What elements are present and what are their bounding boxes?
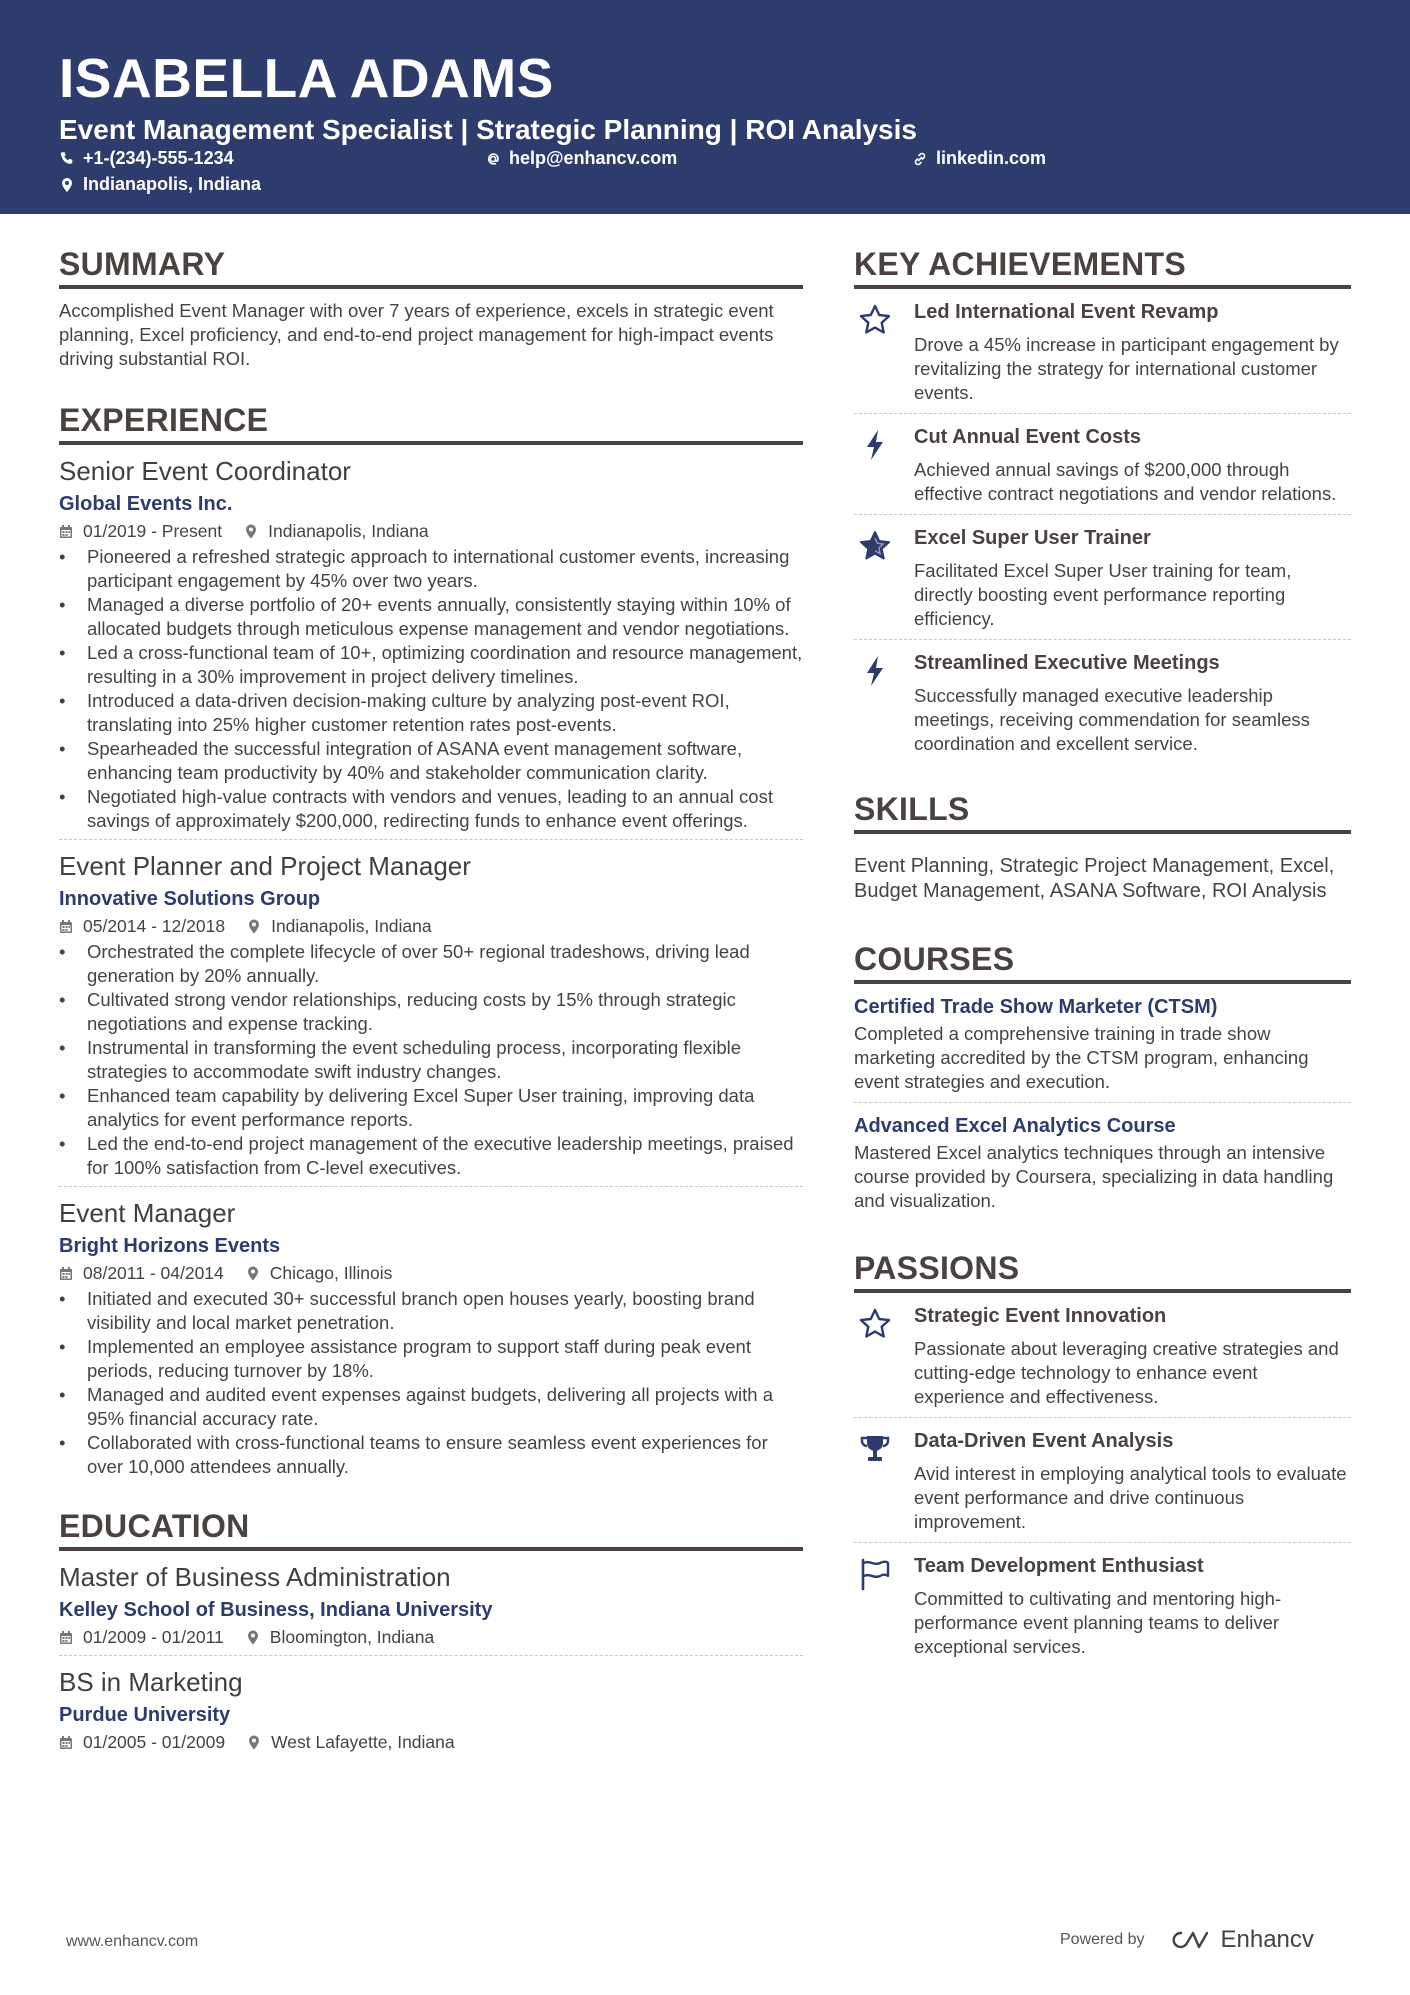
education-title: EDUCATION: [59, 1507, 803, 1551]
job-company: Innovative Solutions Group: [59, 888, 321, 910]
skills-title: SKILLS: [854, 790, 1351, 834]
job-bullets: [59, 1287, 803, 1479]
job-role: Event Planner and Project Manager: [59, 851, 471, 881]
achievement-title: Excel Super User Trainer: [914, 527, 1151, 549]
education-meta: [59, 1730, 803, 1754]
location-contact: [59, 174, 261, 195]
job-bullet: • Instrumental in transforming the event scheduling process, incorporating flexible strategies to accommodate swift industry changes.: [59, 1036, 803, 1084]
passion-item: [854, 1543, 1351, 1667]
footer-website[interactable]: www.enhancv.com: [66, 1933, 199, 1950]
job-company: Global Events Inc.: [59, 493, 233, 515]
passion-desc: Avid interest in employing analytical tools to evaluate event performance and drive continuous improvement.: [914, 1463, 1347, 1532]
achievement-desc: Achieved annual savings of $200,000 through effective contract negotiations and vendor relations.: [914, 459, 1337, 504]
job-bullet: • Negotiated high-value contracts with vendors and venues, leading to an annual cost savings of approximately $200,000, redirecting funds to enhance event offerings.: [59, 785, 803, 833]
education-degree: Master of Business Administration: [59, 1562, 451, 1592]
calendar-icon: [59, 1735, 73, 1750]
passion-item: [854, 1418, 1351, 1543]
job-bullet: • Introduced a data-driven decision-making culture by analyzing post-event ROI, translating into 25% higher customer retention rates post-events.: [59, 689, 803, 737]
candidate-tagline: Event Management Specialist | Strategic Planning | ROI Analysis: [59, 114, 917, 145]
location-pin-icon: [247, 919, 261, 934]
job-bullet: • Spearheaded the successful integration of ASANA event management software, enhancing team productivity by 40% and stakeholder communication clarity.: [59, 737, 803, 785]
achievement-item: [854, 640, 1351, 764]
divider: [59, 1186, 803, 1187]
job-dates: 08/2011 - 04/2014: [83, 1263, 224, 1283]
candidate-name: ISABELLA ADAMS: [59, 47, 554, 109]
job-bullet: • Initiated and executed 30+ successful branch open houses yearly, boosting brand visibility and local market penetration.: [59, 1287, 803, 1335]
phone-icon: [59, 151, 75, 167]
job-bullet: • Implemented an employee assistance program to support staff during peak event periods, reducing turnover by 18%.: [59, 1335, 803, 1383]
enhancv-logo-icon: [1167, 1928, 1213, 1952]
achievement-item: [854, 414, 1351, 515]
job-role: Event Manager: [59, 1198, 236, 1228]
education-dates: 01/2005 - 01/2009: [83, 1732, 226, 1752]
job-dates: 01/2019 - Present: [83, 521, 223, 541]
achievements-title: KEY ACHIEVEMENTS: [854, 245, 1351, 289]
education-location: West Lafayette, Indiana: [271, 1732, 455, 1752]
achievement-title: Streamlined Executive Meetings: [914, 652, 1220, 674]
calendar-icon: [59, 1630, 73, 1645]
job-bullet: • Managed a diverse portfolio of 20+ events annually, consistently staying within 10% of allocated budgets through meticulous expense management and vendor negotiations.: [59, 593, 803, 641]
contact-row-2: [59, 174, 1410, 200]
trophy-icon: [858, 1432, 892, 1466]
location-pin-icon: [247, 1735, 261, 1750]
job-bullet: • Managed and audited event expenses against budgets, delivering all projects with a 95% financial accuracy rate.: [59, 1383, 803, 1431]
email-contact[interactable]: [485, 148, 677, 169]
job-meta: [59, 519, 803, 543]
passion-title: Data-Driven Event Analysis: [914, 1430, 1174, 1452]
email-address: help@enhancv.com: [509, 148, 678, 168]
summary-title: SUMMARY: [59, 245, 803, 289]
job-company: Bright Horizons Events: [59, 1235, 281, 1257]
job-bullet: • Cultivated strong vendor relationships, reducing costs by 15% through strategic negotiations and expense tracking.: [59, 988, 803, 1036]
education-entry: [59, 1666, 803, 1754]
achievement-item: [854, 289, 1351, 414]
achievement-item: [854, 515, 1351, 640]
education-school: Purdue University: [59, 1704, 231, 1726]
course-item: [854, 1103, 1351, 1221]
calendar-icon: [59, 1266, 73, 1281]
calendar-icon: [59, 524, 73, 539]
job-bullet: • Pioneered a refreshed strategic approach to international customer events, increasing participant engagement by 45% over two years.: [59, 545, 803, 593]
job-location: Indianapolis, Indiana: [271, 916, 432, 936]
job-bullet: • Led the end-to-end project management of the executive leadership meetings, praised for 100% satisfaction from C-level executives.: [59, 1132, 803, 1180]
course-desc: Mastered Excel analytics techniques through an intensive course provided by Coursera, specializing in data handling and visualization.: [854, 1142, 1334, 1211]
passion-item: [854, 1293, 1351, 1418]
achievement-title: Led International Event Revamp: [914, 301, 1219, 323]
education-entry: [59, 1561, 803, 1656]
job-role: Senior Event Coordinator: [59, 456, 351, 486]
achievement-title: Cut Annual Event Costs: [914, 426, 1142, 448]
star-outline-icon: [858, 303, 892, 337]
course-title: Certified Trade Show Marketer (CTSM): [854, 996, 1218, 1018]
job-dates: 05/2014 - 12/2018: [83, 916, 226, 936]
job-bullets: [59, 940, 803, 1180]
skills-text: Event Planning, Strategic Project Management, Excel, Budget Management, ASANA Software, ROI Analysis: [854, 855, 1335, 902]
achievements-list: [854, 289, 1351, 764]
phone-number: +1-(234)-555-1234: [83, 148, 234, 168]
linkedin-contact[interactable]: [912, 148, 1046, 169]
link-icon: [912, 151, 928, 167]
phone-contact[interactable]: [59, 148, 234, 169]
achievement-desc: Drove a 45% increase in participant engagement by revitalizing the strategy for international customer events.: [914, 334, 1339, 403]
enhancv-logo[interactable]: [1167, 1926, 1314, 1954]
footer-branding: [1060, 1926, 1314, 1954]
achievement-desc: Facilitated Excel Super User training for team, directly boosting event performance reporting efficiency.: [914, 560, 1292, 629]
course-item: [854, 984, 1351, 1103]
location-pin-icon: [244, 524, 258, 539]
job-location: Indianapolis, Indiana: [268, 521, 429, 541]
location-pin-icon: [246, 1630, 260, 1645]
powered-by-label: Powered by: [1060, 1931, 1145, 1948]
achievement-desc: Successfully managed executive leadership meetings, receiving commendation for seamless coordination and excellent service.: [914, 685, 1310, 754]
job-bullet: • Led a cross-functional team of 10+, optimizing coordination and resource management, resulting in a 30% improvement in project delivery timelines.: [59, 641, 803, 689]
divider: [59, 1655, 803, 1656]
job-meta: [59, 1261, 803, 1285]
star-outline-icon: [858, 1307, 892, 1341]
passion-title: Strategic Event Innovation: [914, 1305, 1167, 1327]
education-meta: [59, 1625, 803, 1649]
job-bullet: • Orchestrated the complete lifecycle of over 50+ regional tradeshows, driving lead generation by 20% annually.: [59, 940, 803, 988]
brand-name: Enhancv: [1220, 1926, 1314, 1953]
summary-text: Accomplished Event Manager with over 7 years of experience, excels in strategic event planning, Excel proficiency, and end-to-end project management for high-impact events driving substantial ROI.: [59, 300, 774, 369]
passion-desc: Passionate about leveraging creative strategies and cutting-edge technology to enhance event experience and effectiveness.: [914, 1338, 1339, 1407]
at-sign-icon: [485, 151, 501, 167]
job-bullets: [59, 545, 803, 833]
lightning-icon: [858, 428, 892, 462]
calendar-icon: [59, 919, 73, 934]
passion-title: Team Development Enthusiast: [914, 1555, 1204, 1577]
education-degree: BS in Marketing: [59, 1667, 243, 1697]
education-school: Kelley School of Business, Indiana University: [59, 1599, 493, 1621]
lightning-icon: [858, 654, 892, 688]
job-bullet: • Enhanced team capability by delivering Excel Super User training, improving data analytics for event performance reports.: [59, 1084, 803, 1132]
divider: [59, 839, 803, 840]
flag-icon: [858, 1557, 892, 1591]
education-dates: 01/2009 - 01/2011: [83, 1627, 224, 1647]
course-title: Advanced Excel Analytics Course: [854, 1115, 1176, 1137]
job-location: Chicago, Illinois: [269, 1263, 393, 1283]
job-meta: [59, 914, 803, 938]
courses-title: COURSES: [854, 940, 1351, 984]
location-pin-icon: [246, 1266, 260, 1281]
passion-desc: Committed to cultivating and mentoring high-performance event planning teams to deliver exceptional services.: [914, 1588, 1282, 1657]
star-filled-icon: [858, 529, 892, 563]
passions-list: [854, 1293, 1351, 1667]
experience-title: EXPERIENCE: [59, 401, 803, 445]
job-bullet: • Collaborated with cross-functional teams to ensure seamless event experiences for over 10,000 attendees annually.: [59, 1431, 803, 1479]
location-pin-icon: [59, 177, 75, 193]
experience-entry: [59, 850, 803, 1187]
course-desc: Completed a comprehensive training in trade show marketing accredited by the CTSM program, enhancing event strategies and execution.: [854, 1023, 1309, 1092]
contact-row-1: [59, 148, 1410, 174]
experience-entry: [59, 1197, 803, 1479]
location-text: Indianapolis, Indiana: [83, 174, 262, 194]
courses-list: [854, 984, 1351, 1221]
linkedin-link: linkedin.com: [936, 148, 1047, 168]
left-column: [59, 245, 803, 1754]
right-column: [854, 245, 1351, 1667]
passions-title: PASSIONS: [854, 1249, 1351, 1293]
education-location: Bloomington, Indiana: [269, 1627, 435, 1647]
experience-entry: [59, 455, 803, 840]
resume-header: [0, 0, 1410, 214]
